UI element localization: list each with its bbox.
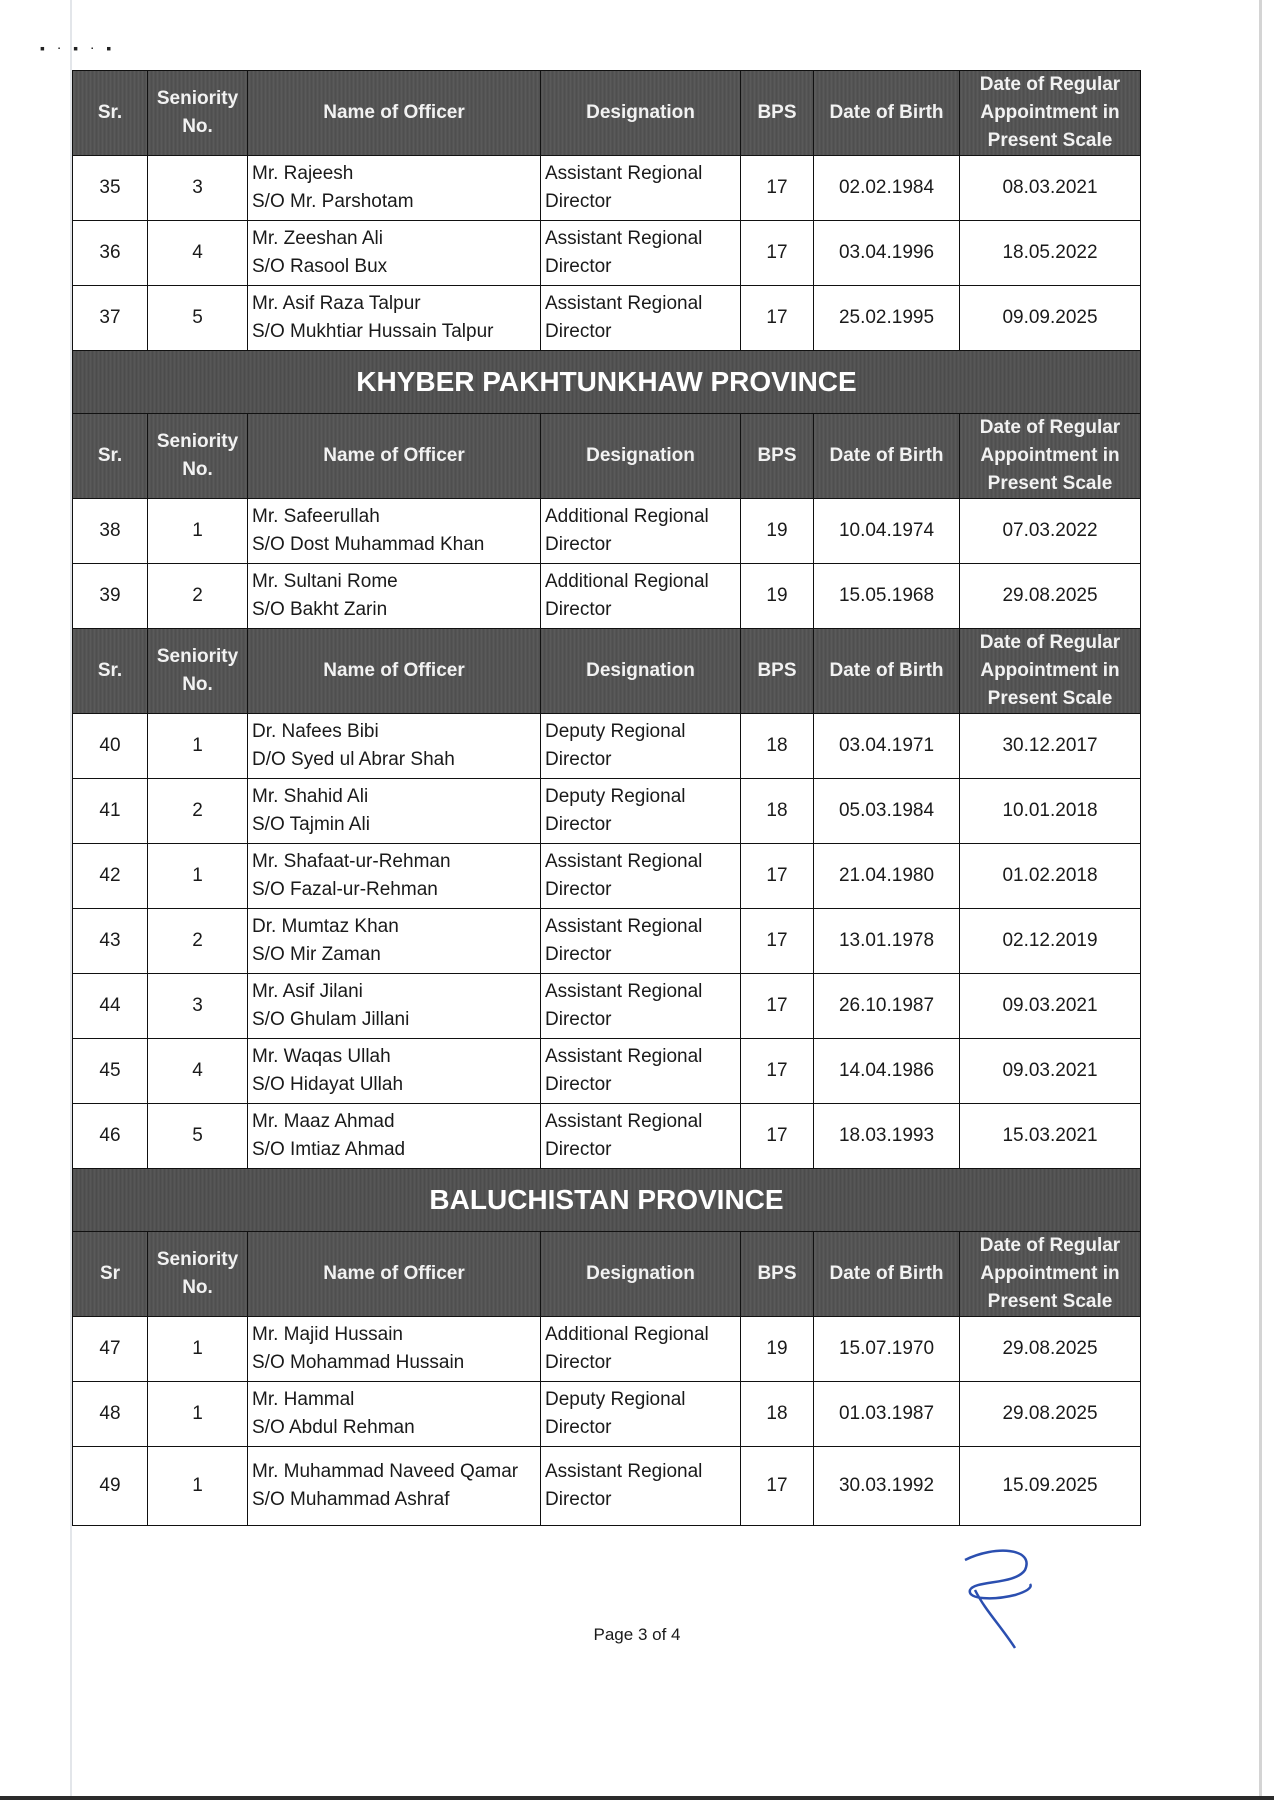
cell-seniority: 1 xyxy=(148,499,248,564)
cell-appointment: 02.12.2019 xyxy=(960,909,1141,974)
designation-line2: Director xyxy=(545,1417,612,1438)
cell-sr: 49 xyxy=(73,1447,148,1526)
cell-appointment: 01.02.2018 xyxy=(960,844,1141,909)
officer-parent: S/O Abdul Rehman xyxy=(252,1417,415,1438)
designation-line1: Additional Regional xyxy=(545,571,709,592)
designation-line2: Director xyxy=(545,944,612,965)
page-footer: Page 3 of 4 xyxy=(593,1625,681,1644)
officer-parent: D/O Syed ul Abrar Shah xyxy=(252,749,455,770)
cell-dob: 21.04.1980 xyxy=(814,844,960,909)
table-row xyxy=(73,714,1141,779)
cell-sr: 40 xyxy=(73,714,148,779)
col-designation: Designation xyxy=(541,414,741,499)
officer-name: Mr. Zeeshan Ali xyxy=(252,228,383,249)
cell-name xyxy=(248,714,541,779)
cell-designation xyxy=(541,779,741,844)
table-row xyxy=(73,909,1141,974)
cell-appointment: 29.08.2025 xyxy=(960,1317,1141,1382)
col-designation: Designation xyxy=(541,71,741,156)
table-header-row xyxy=(73,629,1141,714)
col-appointment: Date of Regular Appointment in Present Scale xyxy=(960,71,1141,156)
designation-line1: Assistant Regional xyxy=(545,293,703,314)
cell-seniority: 5 xyxy=(148,1104,248,1169)
cell-name xyxy=(248,1317,541,1382)
cell-sr: 37 xyxy=(73,286,148,351)
cell-bps: 17 xyxy=(741,1104,814,1169)
designation-line1: Assistant Regional xyxy=(545,228,703,249)
col-sr: Sr. xyxy=(73,71,148,156)
table-row xyxy=(73,1447,1141,1526)
cell-appointment: 30.12.2017 xyxy=(960,714,1141,779)
col-appointment: Date of Regular Appointment in Present Scale xyxy=(960,1232,1141,1317)
cell-sr: 42 xyxy=(73,844,148,909)
officer-name: Mr. Rajeesh xyxy=(252,163,354,184)
officer-parent: S/O Bakht Zarin xyxy=(252,599,388,620)
cell-designation xyxy=(541,974,741,1039)
cell-seniority: 3 xyxy=(148,156,248,221)
designation-line2: Director xyxy=(545,749,612,770)
officer-name: Dr. Nafees Bibi xyxy=(252,721,379,742)
cell-dob: 13.01.1978 xyxy=(814,909,960,974)
col-dob: Date of Birth xyxy=(814,629,960,714)
cell-seniority: 4 xyxy=(148,1039,248,1104)
cell-dob: 03.04.1996 xyxy=(814,221,960,286)
cell-name xyxy=(248,564,541,629)
cell-dob: 02.02.1984 xyxy=(814,156,960,221)
table-row xyxy=(73,1382,1141,1447)
table-row xyxy=(73,844,1141,909)
designation-line1: Assistant Regional xyxy=(545,1111,703,1132)
designation-line1: Assistant Regional xyxy=(545,916,703,937)
cell-sr: 46 xyxy=(73,1104,148,1169)
cell-bps: 17 xyxy=(741,844,814,909)
designation-line2: Director xyxy=(545,191,612,212)
table-row xyxy=(73,286,1141,351)
designation-line2: Director xyxy=(545,1139,612,1160)
scan-bottom-edge xyxy=(0,1796,1274,1800)
col-designation: Designation xyxy=(541,629,741,714)
cell-dob: 18.03.1993 xyxy=(814,1104,960,1169)
col-bps: BPS xyxy=(741,629,814,714)
officer-parent: S/O Hidayat Ullah xyxy=(252,1074,404,1095)
officer-name: Mr. Sultani Rome xyxy=(252,571,398,592)
cell-designation xyxy=(541,499,741,564)
designation-line1: Assistant Regional xyxy=(545,163,703,184)
officer-name: Mr. Majid Hussain xyxy=(252,1324,403,1345)
cell-name xyxy=(248,1382,541,1447)
cell-seniority: 2 xyxy=(148,909,248,974)
cell-sr: 45 xyxy=(73,1039,148,1104)
officer-parent: S/O Rasool Bux xyxy=(252,256,388,277)
cell-bps: 18 xyxy=(741,1382,814,1447)
officer-parent: S/O Fazal-ur-Rehman xyxy=(252,879,438,900)
officer-name: Mr. Muhammad Naveed Qamar xyxy=(252,1461,519,1482)
col-bps: BPS xyxy=(741,71,814,156)
cell-seniority: 2 xyxy=(148,564,248,629)
designation-line2: Director xyxy=(545,1352,612,1373)
col-dob: Date of Birth xyxy=(814,414,960,499)
table-row xyxy=(73,1104,1141,1169)
officer-name: Mr. Shafaat-ur-Rehman xyxy=(252,851,451,872)
cell-dob: 25.02.1995 xyxy=(814,286,960,351)
cell-bps: 17 xyxy=(741,156,814,221)
cell-name xyxy=(248,156,541,221)
cell-appointment: 29.08.2025 xyxy=(960,564,1141,629)
designation-line2: Director xyxy=(545,321,612,342)
col-name: Name of Officer xyxy=(248,629,541,714)
province-title-row xyxy=(73,351,1141,414)
cell-bps: 17 xyxy=(741,221,814,286)
designation-line1: Additional Regional xyxy=(545,506,709,527)
cell-designation xyxy=(541,1447,741,1526)
col-dob: Date of Birth xyxy=(814,1232,960,1317)
table-header-row xyxy=(73,1232,1141,1317)
col-seniority: Seniority No. xyxy=(148,629,248,714)
cell-name xyxy=(248,1039,541,1104)
col-sr: Sr xyxy=(73,1232,148,1317)
col-name: Name of Officer xyxy=(248,71,541,156)
cell-dob: 10.04.1974 xyxy=(814,499,960,564)
cell-bps: 19 xyxy=(741,564,814,629)
designation-line1: Additional Regional xyxy=(545,1324,709,1345)
province-title-kp: KHYBER PAKHTUNKHAW PROVINCE xyxy=(73,351,1141,414)
officer-name: Mr. Asif Jilani xyxy=(252,981,363,1002)
officer-parent: S/O Mir Zaman xyxy=(252,944,381,965)
col-seniority: Seniority No. xyxy=(148,71,248,156)
scan-specks: ▪ ⋅ ▪ ⋅ ▪ xyxy=(40,40,116,56)
designation-line1: Deputy Regional xyxy=(545,1389,686,1410)
cell-name xyxy=(248,844,541,909)
cell-appointment: 09.09.2025 xyxy=(960,286,1141,351)
cell-name xyxy=(248,1104,541,1169)
cell-sr: 44 xyxy=(73,974,148,1039)
designation-line1: Assistant Regional xyxy=(545,981,703,1002)
cell-bps: 18 xyxy=(741,714,814,779)
officer-parent: S/O Muhammad Ashraf xyxy=(252,1489,450,1510)
cell-appointment: 10.01.2018 xyxy=(960,779,1141,844)
cell-dob: 03.04.1971 xyxy=(814,714,960,779)
cell-sr: 38 xyxy=(73,499,148,564)
officer-parent: S/O Mr. Parshotam xyxy=(252,191,414,212)
officer-name: Mr. Safeerullah xyxy=(252,506,380,527)
cell-designation xyxy=(541,714,741,779)
cell-appointment: 29.08.2025 xyxy=(960,1382,1141,1447)
cell-bps: 17 xyxy=(741,1039,814,1104)
cell-seniority: 1 xyxy=(148,1382,248,1447)
cell-dob: 15.07.1970 xyxy=(814,1317,960,1382)
cell-name xyxy=(248,779,541,844)
designation-line2: Director xyxy=(545,1489,612,1510)
col-bps: BPS xyxy=(741,414,814,499)
cell-bps: 19 xyxy=(741,1317,814,1382)
col-dob: Date of Birth xyxy=(814,71,960,156)
officer-parent: S/O Ghulam Jillani xyxy=(252,1009,410,1030)
col-appointment: Date of Regular Appointment in Present Scale xyxy=(960,629,1141,714)
cell-name xyxy=(248,974,541,1039)
cell-seniority: 4 xyxy=(148,221,248,286)
officer-parent: S/O Dost Muhammad Khan xyxy=(252,534,485,555)
cell-designation xyxy=(541,156,741,221)
designation-line2: Director xyxy=(545,1074,612,1095)
cell-bps: 17 xyxy=(741,286,814,351)
officer-parent: S/O Tajmin Ali xyxy=(252,814,370,835)
cell-bps: 19 xyxy=(741,499,814,564)
cell-dob: 05.03.1984 xyxy=(814,779,960,844)
cell-sr: 36 xyxy=(73,221,148,286)
designation-line2: Director xyxy=(545,879,612,900)
designation-line1: Assistant Regional xyxy=(545,1461,703,1482)
cell-designation xyxy=(541,564,741,629)
cell-seniority: 1 xyxy=(148,844,248,909)
cell-seniority: 1 xyxy=(148,1317,248,1382)
designation-line2: Director xyxy=(545,599,612,620)
designation-line2: Director xyxy=(545,814,612,835)
table-header-row xyxy=(73,414,1141,499)
cell-dob: 15.05.1968 xyxy=(814,564,960,629)
cell-sr: 35 xyxy=(73,156,148,221)
table-row xyxy=(73,564,1141,629)
cell-bps: 18 xyxy=(741,779,814,844)
designation-line1: Assistant Regional xyxy=(545,851,703,872)
table-row xyxy=(73,156,1141,221)
col-name: Name of Officer xyxy=(248,414,541,499)
cell-name xyxy=(248,1447,541,1526)
cell-designation xyxy=(541,1317,741,1382)
cell-designation xyxy=(541,221,741,286)
cell-sr: 43 xyxy=(73,909,148,974)
officer-name: Mr. Waqas Ullah xyxy=(252,1046,391,1067)
col-seniority: Seniority No. xyxy=(148,414,248,499)
officer-name: Mr. Maaz Ahmad xyxy=(252,1111,395,1132)
officer-parent: S/O Mohammad Hussain xyxy=(252,1352,465,1373)
table-row xyxy=(73,1039,1141,1104)
designation-line1: Assistant Regional xyxy=(545,1046,703,1067)
table-row xyxy=(73,499,1141,564)
col-bps: BPS xyxy=(741,1232,814,1317)
col-seniority: Seniority No. xyxy=(148,1232,248,1317)
table-row xyxy=(73,974,1141,1039)
officer-parent: S/O Mukhtiar Hussain Talpur xyxy=(252,321,494,342)
cell-name xyxy=(248,221,541,286)
cell-sr: 41 xyxy=(73,779,148,844)
cell-seniority: 1 xyxy=(148,1447,248,1526)
cell-appointment: 09.03.2021 xyxy=(960,974,1141,1039)
cell-appointment: 18.05.2022 xyxy=(960,221,1141,286)
cell-appointment: 09.03.2021 xyxy=(960,1039,1141,1104)
cell-designation xyxy=(541,909,741,974)
cell-bps: 17 xyxy=(741,1447,814,1526)
table-row xyxy=(73,1317,1141,1382)
cell-sr: 47 xyxy=(73,1317,148,1382)
col-appointment: Date of Regular Appointment in Present Scale xyxy=(960,414,1141,499)
province-title-baluchistan: BALUCHISTAN PROVINCE xyxy=(73,1169,1141,1232)
cell-name xyxy=(248,499,541,564)
cell-seniority: 2 xyxy=(148,779,248,844)
cell-sr: 48 xyxy=(73,1382,148,1447)
cell-designation xyxy=(541,844,741,909)
cell-appointment: 15.09.2025 xyxy=(960,1447,1141,1526)
designation-line1: Deputy Regional xyxy=(545,786,686,807)
officer-name: Mr. Hammal xyxy=(252,1389,355,1410)
table-row xyxy=(73,779,1141,844)
col-sr: Sr. xyxy=(73,629,148,714)
designation-line1: Deputy Regional xyxy=(545,721,686,742)
col-designation: Designation xyxy=(541,1232,741,1317)
cell-designation xyxy=(541,1382,741,1447)
designation-line2: Director xyxy=(545,1009,612,1030)
cell-seniority: 5 xyxy=(148,286,248,351)
cell-designation xyxy=(541,1039,741,1104)
designation-line2: Director xyxy=(545,256,612,277)
cell-bps: 17 xyxy=(741,974,814,1039)
seniority-table xyxy=(72,70,1141,1526)
cell-bps: 17 xyxy=(741,909,814,974)
cell-dob: 14.04.1986 xyxy=(814,1039,960,1104)
cell-designation xyxy=(541,1104,741,1169)
cell-seniority: 3 xyxy=(148,974,248,1039)
table-row xyxy=(73,221,1141,286)
scan-edge-right xyxy=(1259,0,1262,1800)
table-header-row xyxy=(73,71,1141,156)
cell-name xyxy=(248,909,541,974)
cell-dob: 26.10.1987 xyxy=(814,974,960,1039)
officer-name: Mr. Asif Raza Talpur xyxy=(252,293,421,314)
cell-appointment: 08.03.2021 xyxy=(960,156,1141,221)
province-title-row xyxy=(73,1169,1141,1232)
cell-dob: 01.03.1987 xyxy=(814,1382,960,1447)
cell-appointment: 15.03.2021 xyxy=(960,1104,1141,1169)
cell-seniority: 1 xyxy=(148,714,248,779)
cell-sr: 39 xyxy=(73,564,148,629)
officer-parent: S/O Imtiaz Ahmad xyxy=(252,1139,406,1160)
col-name: Name of Officer xyxy=(248,1232,541,1317)
col-sr: Sr. xyxy=(73,414,148,499)
officer-name: Dr. Mumtaz Khan xyxy=(252,916,399,937)
designation-line2: Director xyxy=(545,534,612,555)
officer-name: Mr. Shahid Ali xyxy=(252,786,369,807)
cell-designation xyxy=(541,286,741,351)
cell-name xyxy=(248,286,541,351)
cell-dob: 30.03.1992 xyxy=(814,1447,960,1526)
cell-appointment: 07.03.2022 xyxy=(960,499,1141,564)
